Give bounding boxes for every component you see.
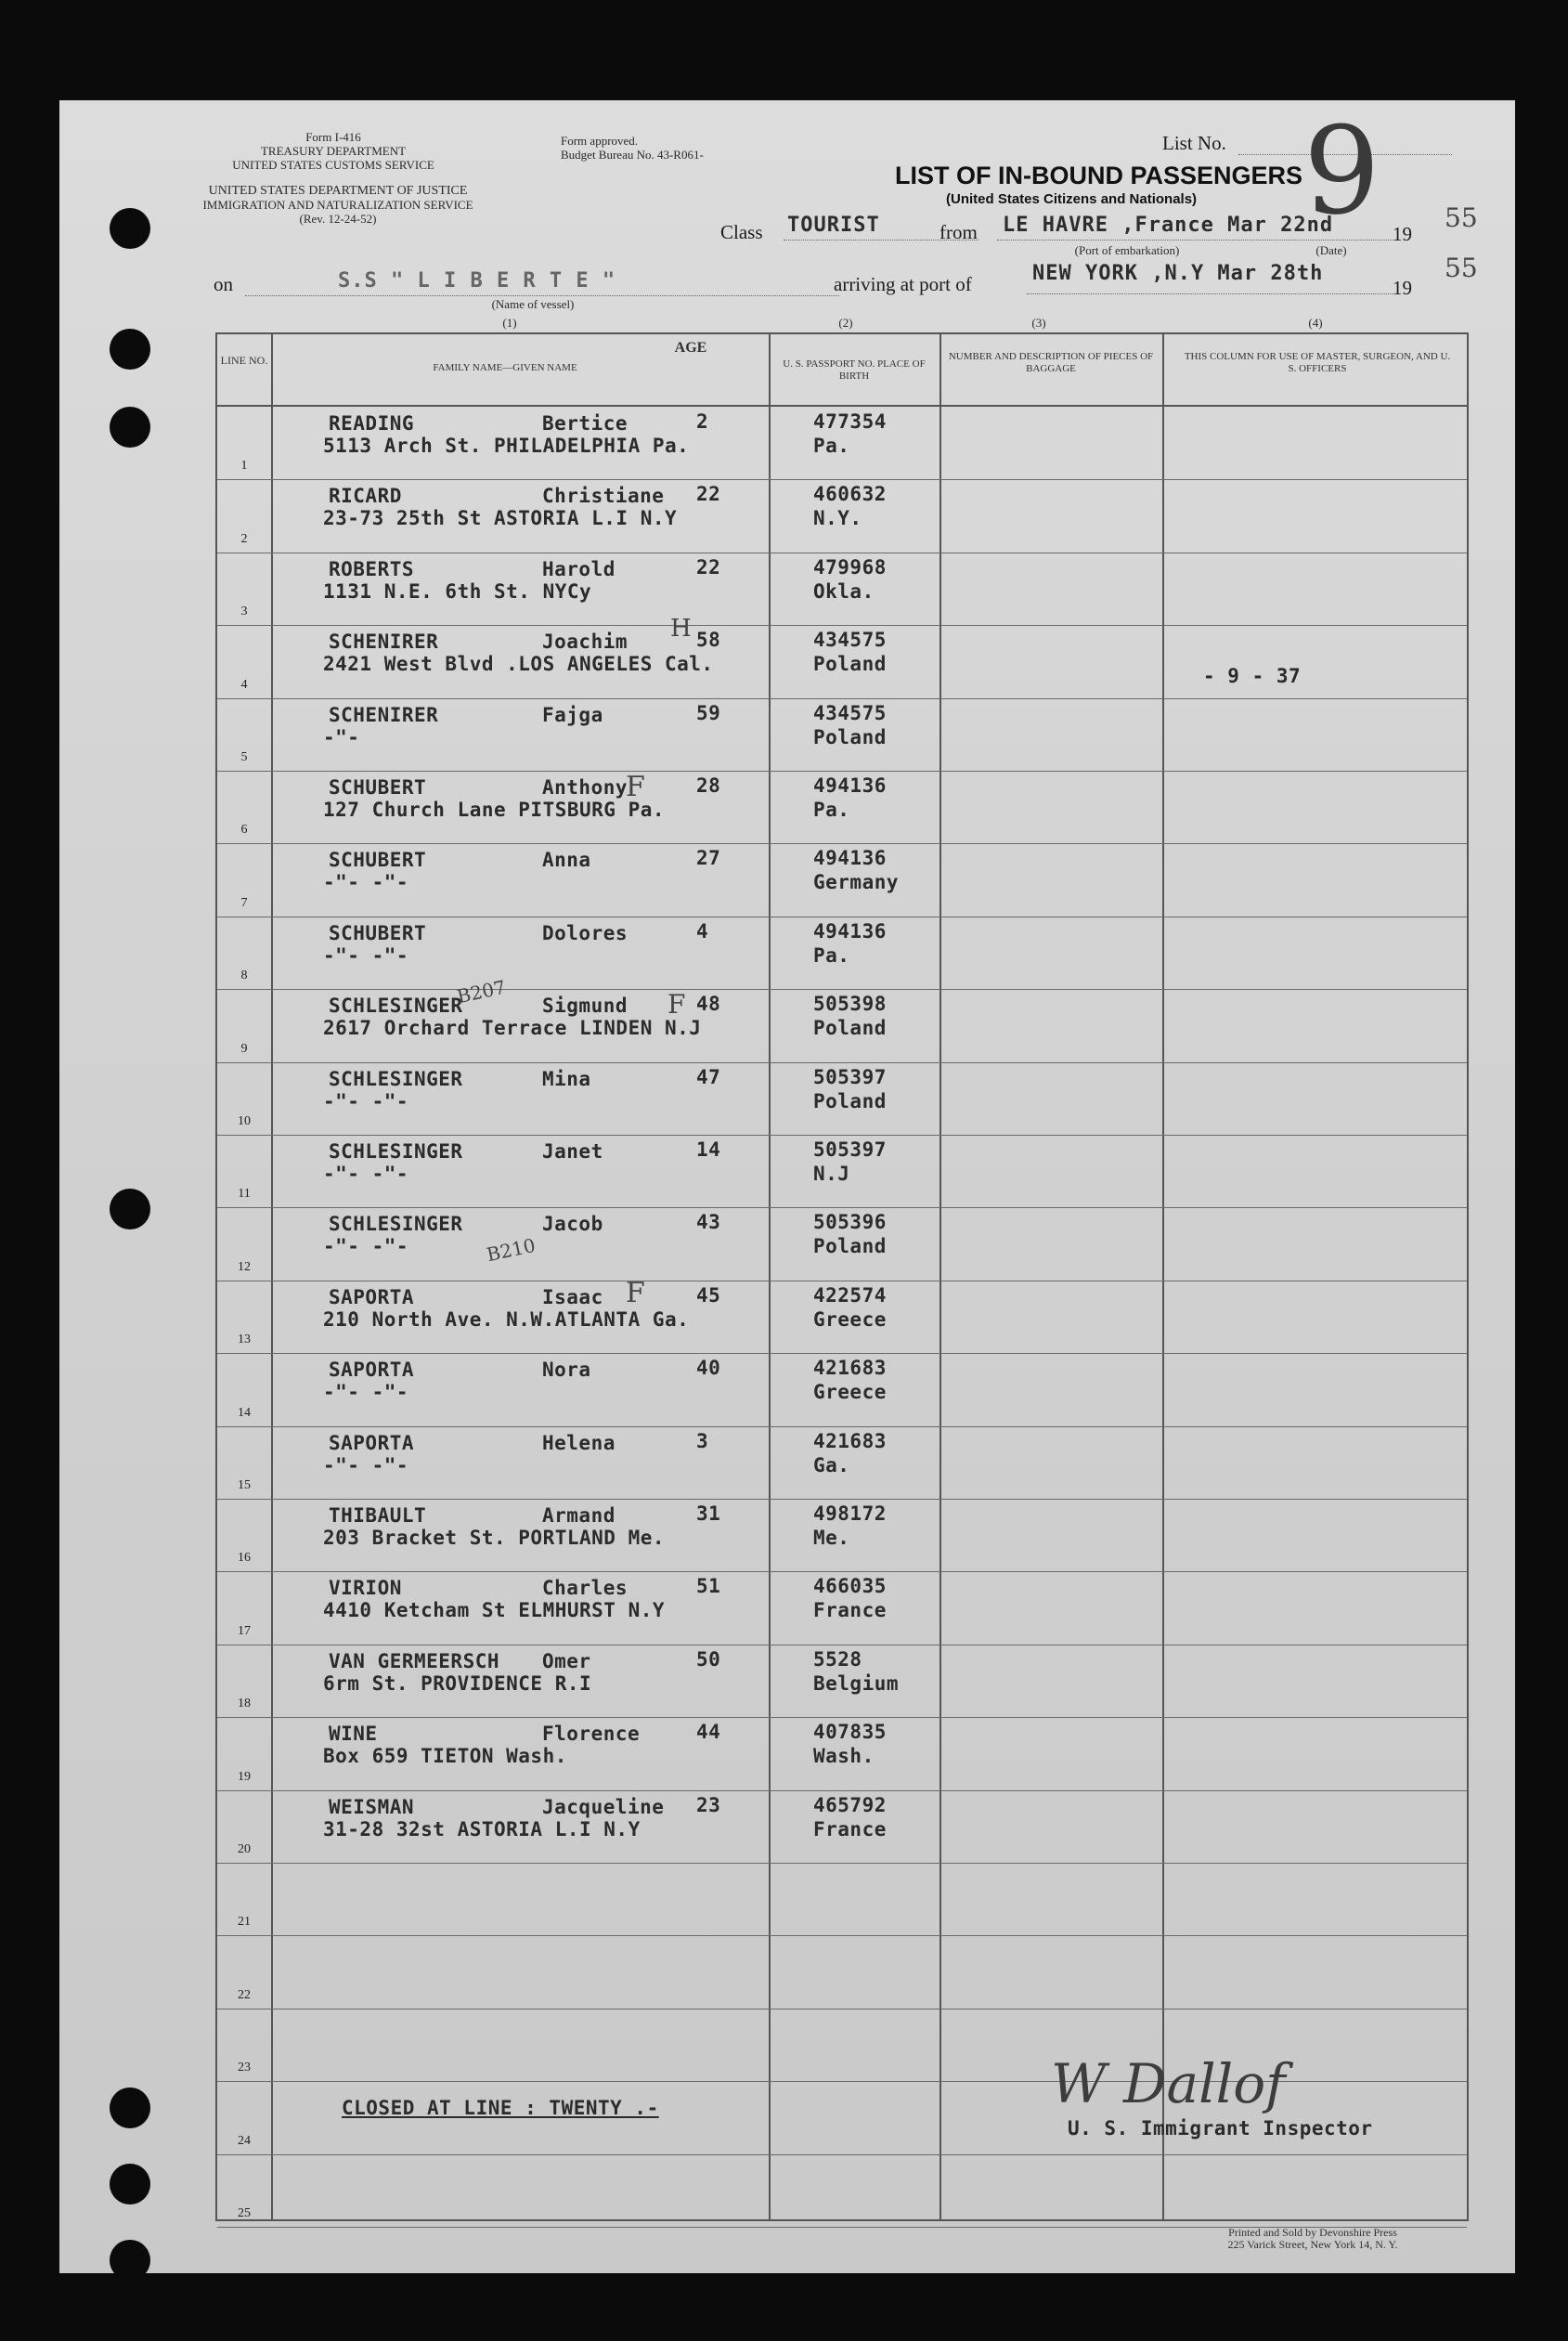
date-caption: (Date) [1315,243,1347,257]
table-row [217,1863,1467,1935]
ins-label: IMMIGRATION AND NATURALIZATION SERVICE [202,198,473,212]
given-name: Omer [542,1649,591,1672]
column-index-3: (3) [1031,316,1046,330]
age-value: 43 [696,1211,721,1234]
home-address: -"- -"- [323,1381,409,1404]
table-row [217,2154,1467,2227]
given-name: Anna [542,849,591,872]
birth-place: Ga. [813,1453,850,1476]
table-row [217,989,1467,1061]
passport-number: 477354 [813,410,887,433]
birth-place: Pa. [813,435,850,457]
page-subtitle: (United States Citizens and Nationals) [946,191,1198,207]
list-number-label: List No. [1162,132,1226,154]
given-name: Harold [542,557,616,580]
given-name: Anthony [542,776,628,799]
punch-hole [110,208,150,249]
passport-number: 407835 [813,1721,887,1744]
family-name: SAPORTA [329,1359,415,1382]
age-value: 4 [696,919,709,943]
vessel-caption: (Name of vessel) [491,297,575,311]
birth-place: Poland [813,1235,887,1258]
line-number: 7 [240,895,248,910]
passport-number: 505398 [813,993,887,1016]
passport-number: 505397 [813,1065,887,1088]
birth-place: France [813,1817,887,1840]
line-number: 24 [238,2133,251,2148]
passport-number: 5528 [813,1647,862,1671]
family-name: WINE [329,1723,378,1746]
line-number: 16 [238,1551,251,1566]
age-value: 50 [696,1647,721,1671]
family-name: SCHUBERT [329,921,427,944]
line-number: 21 [238,1915,251,1930]
table-row [217,1062,1467,1135]
given-name: Armand [542,1504,616,1527]
list-number-value: 9 [1303,100,1380,241]
birth-place: Poland [813,725,887,748]
on-label: on [214,273,233,295]
table-row [217,1207,1467,1280]
family-name: SCHUBERT [329,849,427,872]
approval-label: Form approved. [561,134,639,148]
family-name: SCHLESINGER [329,995,463,1018]
line-number: 19 [238,1769,251,1784]
passport-number: 421683 [813,1357,887,1380]
passport-number: 505396 [813,1211,887,1234]
passport-number: 466035 [813,1575,887,1598]
embarkation-caption: (Port of embarkation) [1074,243,1180,257]
given-name: Charles [542,1577,628,1600]
birth-place: Greece [813,1381,887,1404]
passenger-table [215,332,1469,2221]
given-name: Mina [542,1067,591,1090]
birth-place: Germany [813,871,900,894]
col-header-passport: U. S. PASSPORT NO. PLACE OF BIRTH [783,358,926,382]
table-row [217,1935,1467,2008]
age-value: 3 [696,1429,709,1452]
family-name: VIRION [329,1577,402,1600]
birth-place: N.J [813,1163,850,1185]
given-name: Fajga [542,703,603,726]
birth-place: Poland [813,653,887,676]
family-name: RICARD [329,485,402,508]
printer-line-1: Printed and Sold by Devonshire Press [1228,2226,1397,2239]
home-address: 6rm St. PROVIDENCE R.I [323,1671,592,1695]
passport-number: 498172 [813,1502,887,1525]
age-value: 47 [696,1065,721,1088]
given-name: Jacob [542,1213,603,1236]
family-name: THIBAULT [329,1504,427,1527]
home-address: 23-73 25th St ASTORIA L.I N.Y [323,507,678,530]
table-row [217,1281,1467,1353]
home-address: 203 Bracket St. PORTLAND Me. [323,1527,666,1549]
home-address: 127 Church Lane PITSBURG Pa. [323,799,666,821]
family-name: ROBERTS [329,557,415,580]
annotation-b207: B207 [455,975,508,1008]
line-number: 11 [238,1187,251,1202]
form-number: Form I-416 [305,130,361,144]
table-row [217,843,1467,916]
annotation-f-13: F [626,1277,645,1309]
age-value: 28 [696,774,721,797]
passport-number: 465792 [813,1793,887,1816]
inspector-title: U. S. Immigrant Inspector [1068,2117,1373,2139]
home-address: -"- -"- [323,871,409,894]
age-value: 22 [696,483,721,506]
treasury-label: TREASURY DEPARTMENT [260,144,407,158]
table-row [217,698,1467,771]
table-row [217,771,1467,843]
printer-credit [1173,2227,1452,2251]
age-value: 40 [696,1357,721,1380]
annotation-f-6: F [626,771,645,803]
given-name: Helena [542,1431,616,1454]
annotation-b210: B210 [485,1233,538,1267]
given-name: Joachim [542,631,628,654]
home-address: 5113 Arch St. PHILADELPHIA Pa. [323,435,690,457]
home-address: 31-28 32st ASTORIA L.I N.Y [323,1817,641,1840]
age-value: 14 [696,1138,721,1161]
table-row [217,1571,1467,1644]
line-number: 23 [238,2061,251,2075]
punch-hole [110,329,150,370]
family-name: WEISMAN [329,1795,415,1818]
age-value: 31 [696,1502,721,1525]
age-value: 44 [696,1721,721,1744]
from-value: LE HAVRE ,France Mar 22nd [1003,214,1334,237]
family-name: READING [329,412,415,435]
given-name: Florence [542,1723,641,1746]
passport-number: 422574 [813,1283,887,1307]
line-number: 4 [240,677,248,692]
age-value: 59 [696,701,721,724]
age-value: 22 [696,555,721,579]
class-label: Class [720,221,763,243]
given-name: Sigmund [542,995,628,1018]
family-name: SAPORTA [329,1285,415,1308]
family-name: SCHUBERT [329,776,427,799]
age-value: 58 [696,629,721,652]
table-row [217,553,1467,625]
table-row [217,1426,1467,1499]
passport-number: 434575 [813,629,887,652]
port-value: NEW YORK ,N.Y Mar 28th [1032,262,1324,285]
home-address: Box 659 TIETON Wash. [323,1745,567,1768]
line-number: 10 [238,1113,251,1128]
punch-hole [110,2240,150,2281]
birth-place: Pa. [813,799,850,821]
punch-hole [110,407,150,448]
column-index-2: (2) [838,316,853,330]
passport-number: 460632 [813,483,887,506]
col-header-baggage: NUMBER AND DESCRIPTION OF PIECES OF BAGGAGE [948,351,1154,374]
page-title: LIST OF IN-BOUND PASSENGERS [895,162,1303,189]
punch-hole [110,2087,150,2128]
form-header-left [208,130,459,172]
budget-label: Budget Bureau No. 43-R061- [561,148,704,162]
line-number: 6 [240,823,248,838]
passport-number: 494136 [813,919,887,943]
birth-place: Me. [813,1527,850,1549]
age-value: 2 [696,410,709,433]
column-index-1: (1) [502,316,517,330]
table-row [217,1645,1467,1717]
annotation-f-9: F [667,989,686,1020]
year-prefix-2: 19 [1393,277,1412,299]
family-name: VAN GERMEERSCH [329,1649,500,1672]
passport-number: 505397 [813,1138,887,1161]
passport-number: 434575 [813,701,887,724]
port-line [1027,293,1394,294]
home-address: 1131 N.E. 6th St. NYCy [323,579,592,603]
table-row [217,917,1467,989]
table-row [217,1353,1467,1425]
class-value: TOURIST [787,214,880,237]
line-number: 2 [240,531,248,546]
home-address: -"- -"- [323,1163,409,1185]
line-number: 9 [240,1041,248,1056]
year-value-2: 55 [1445,253,1478,283]
column-index-4: (4) [1308,316,1323,330]
table-row [217,1499,1467,1571]
family-name: SCHLESINGER [329,1067,463,1090]
home-address: 210 North Ave. N.W.ATLANTA Ga. [323,1307,690,1331]
justice-label: UNITED STATES DEPARTMENT OF JUSTICE [208,184,468,198]
line-number: 1 [240,459,248,474]
year-prefix-1: 19 [1393,223,1412,245]
passport-number: 494136 [813,847,887,870]
given-name: Janet [542,1140,603,1163]
passport-number: 479968 [813,555,887,579]
home-address: 2421 West Blvd .LOS ANGELES Cal. [323,653,714,676]
home-address: 2617 Orchard Terrace LINDEN N.J [323,1017,702,1040]
family-name: SAPORTA [329,1431,415,1454]
age-value: 23 [696,1793,721,1816]
punch-hole [110,1189,150,1229]
manifest-page [59,100,1515,2273]
table-row [217,1790,1467,1863]
birth-place: Wash. [813,1745,875,1768]
birth-place: Belgium [813,1671,900,1695]
annotation-h: H [670,615,692,643]
vessel-value: S.S " L I B E R T E " [338,269,616,293]
customs-label: UNITED STATES CUSTOMS SERVICE [232,158,434,172]
table-row [217,1135,1467,1207]
home-address: -"- -"- [323,943,409,967]
age-value: 27 [696,847,721,870]
closing-statement: CLOSED AT LINE : TWENTY .- [342,2097,659,2119]
home-address: -"- [323,725,360,748]
passport-number: 421683 [813,1429,887,1452]
birth-place: Pa. [813,943,850,967]
line-number: 22 [238,1987,251,2002]
from-line [997,240,1396,241]
birth-place: Poland [813,1017,887,1040]
age-value: 51 [696,1575,721,1598]
home-address: -"- -"- [323,1089,409,1112]
line-number: 5 [240,749,248,764]
form-header-justice [199,184,477,226]
punch-hole [110,2164,150,2204]
line-number: 25 [238,2205,251,2220]
line-number: 13 [238,1333,251,1347]
line-number: 20 [238,1841,251,1856]
passport-number: 494136 [813,774,887,797]
table-row [217,407,1467,479]
family-name: SCHLESINGER [329,1213,463,1236]
birth-place: Greece [813,1307,887,1331]
line-number: 18 [238,1697,251,1711]
inspector-signature: W Dallof [1051,2052,1286,2115]
given-name: Isaac [542,1285,603,1308]
birth-place: France [813,1599,887,1622]
home-address: 4410 Ketcham St ELMHURST N.Y [323,1599,666,1622]
given-name: Nora [542,1359,591,1382]
given-name: Christiane [542,485,665,508]
home-address: -"- -"- [323,1235,409,1258]
age-value: 45 [696,1283,721,1307]
birth-place: Poland [813,1089,887,1112]
family-name: SCHLESINGER [329,1140,463,1163]
line-number: 17 [238,1623,251,1638]
arriving-label: arriving at port of [834,273,972,295]
birth-place: Okla. [813,579,875,603]
col-header-name: FAMILY NAME—GIVEN NAME [433,362,577,373]
col-header-officers: THIS COLUMN FOR USE OF MASTER, SURGEON, AND U. S. OFFICERS [1184,351,1451,374]
col-header-line-no: LINE NO. [220,354,268,367]
line-number: 14 [238,1405,251,1420]
family-name: SCHENIRER [329,703,439,726]
age-value: 48 [696,993,721,1016]
table-row [217,1717,1467,1789]
table-row [217,479,1467,552]
given-name: Bertice [542,412,628,435]
line-number: 15 [238,1477,251,1492]
budget-approval [561,134,784,162]
printer-line-2: 225 Varick Street, New York 14, N. Y. [1227,2238,1398,2251]
col-header-age: AGE [674,340,707,356]
given-name: Dolores [542,921,628,944]
family-name: SCHENIRER [329,631,439,654]
revision-label: (Rev. 12-24-52) [299,212,377,226]
given-name: Jacqueline [542,1795,665,1818]
from-label: from [940,221,978,243]
officer-note: - 9 - 37 [1203,665,1302,687]
home-address: -"- -"- [323,1453,409,1476]
vessel-line [245,295,839,296]
line-number: 3 [240,605,248,619]
line-number: 8 [240,969,248,983]
birth-place: N.Y. [813,507,862,530]
year-value-1: 55 [1445,202,1478,233]
line-number: 12 [238,1259,251,1274]
